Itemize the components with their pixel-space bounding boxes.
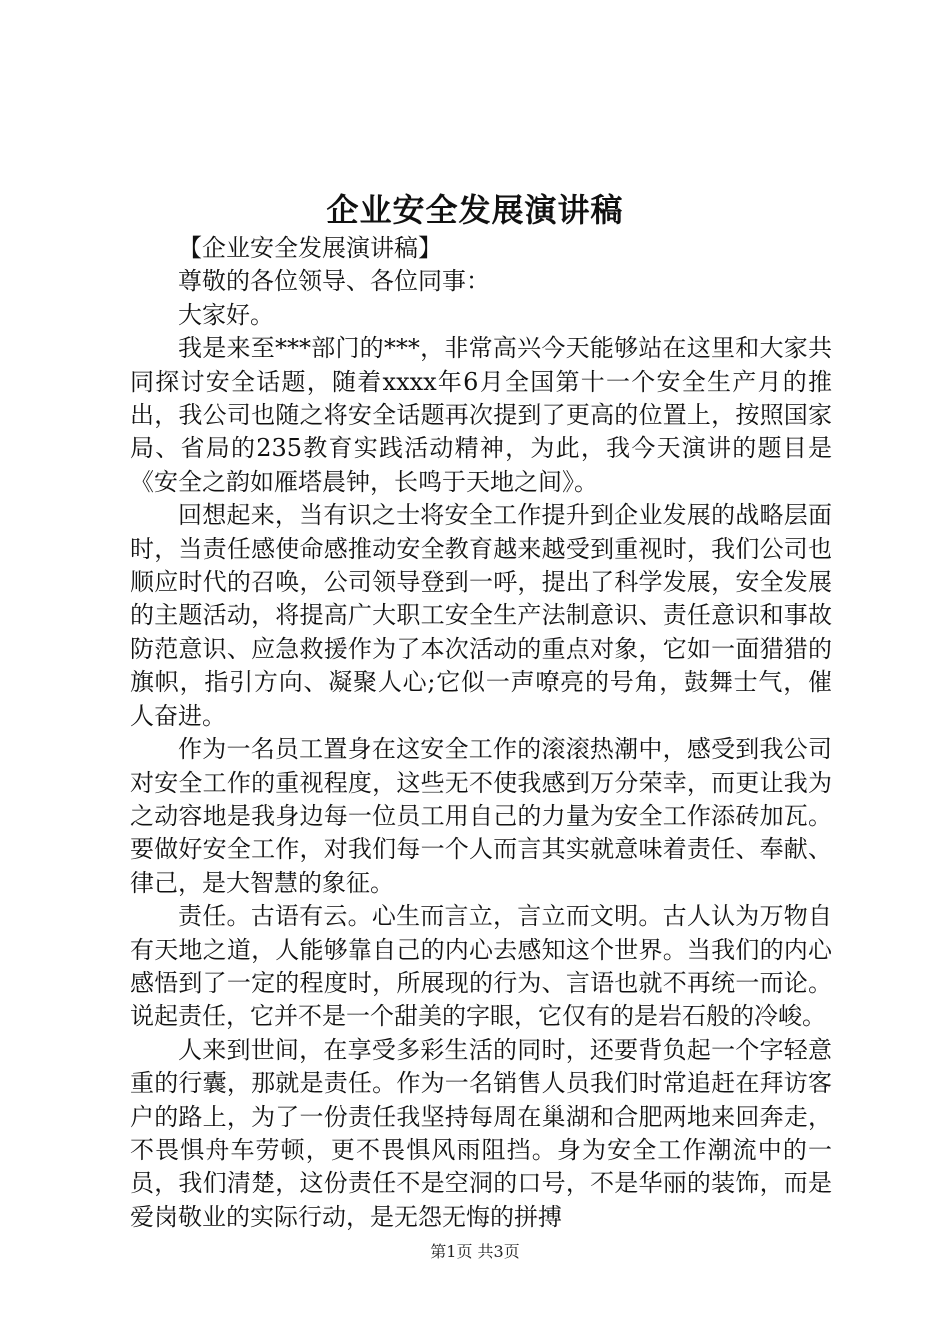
paragraph-duty: 人来到世间，在享受多彩生活的同时，还要背负起一个字轻意重的行囊，那就是责任。作为一名销售人员我们时常追赶在拜访客户的路上，为了一份责任我坚持每周在巢湖和合肥两地来回奔走，不畏惧舟车劳顿，更不畏惧风雨阻挡。身为安全工作潮流中的一员，我们清楚，这份责任不是空洞的口号，不是华丽的装饰，而是爱岗敬业的实际行动，是无怨无悔的拼搏 — [130, 1035, 832, 1231]
page-title: 企业安全发展演讲稿 — [326, 191, 624, 229]
paragraph-salutation: 尊敬的各位领导、各位同事： — [178, 267, 490, 296]
paragraph-heading: 【企业安全发展演讲稿】 — [178, 234, 442, 262]
paragraph-greeting: 大家好。 — [178, 300, 274, 329]
page-footer: 第1页 共3页 — [430, 1242, 520, 1261]
paragraph-background: 回想起来，当有识之士将安全工作提升到企业发展的战略层面时，当责任感使命感推动安全教育越来越受到重视时，我们公司也顺应时代的召唤，公司领导登到一呼，提出了科学发展，安全发展的主题活动，将提高广大职工安全生产法制意识、责任意识和事故防范意识、应急救援作为了本次活动的重点对象，它如一面猎猎的旗帜，指引方向、凝聚人心;它似一声嘹亮的号角，鼓舞士气，催人奋进。 — [130, 501, 832, 730]
document-body — [130, 232, 832, 1234]
paragraph-responsibility: 责任。古语有云。心生而言立，言立而文明。古人认为万物自有天地之道，人能够靠自己的内心去感知这个世界。当我们的内心感悟到了一定的程度时，所展现的行为、言语也就不再统一而论。说起责任，它并不是一个甜美的字眼，它仅有的是岩石般的冷峻。 — [130, 902, 832, 1031]
paragraph-employee: 作为一名员工置身在这安全工作的滚滚热潮中，感受到我公司对安全工作的重视程度，这些无不使我感到万分荣幸，而更让我为之动容地是我身边每一位员工用自己的力量为安全工作添砖加瓦。要做好安全工作，对我们每一个人而言其实就意味着责任、奉献、律己，是大智慧的象征。 — [130, 735, 832, 897]
paragraph-intro: 我是来至***部门的***，非常高兴今天能够站在这里和大家共同探讨安全话题，随着xxxx年6月全国第十一个安全生产月的推出，我公司也随之将安全话题再次提到了更高的位置上，按照国家局、省局的235教育实践活动精神，为此，我今天演讲的题目是《安全之韵如雁塔晨钟，长鸣于天地之间》。 — [130, 334, 832, 496]
